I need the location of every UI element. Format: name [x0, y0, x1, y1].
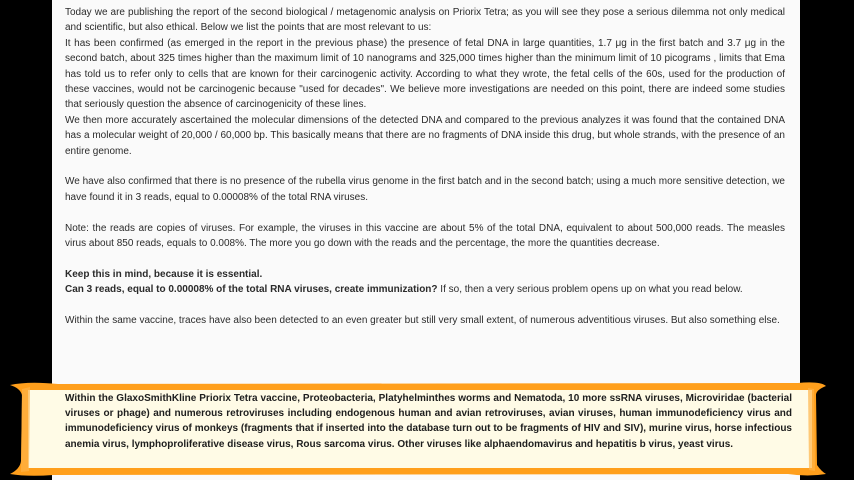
intro-paragraph: Today we are publishing the report of the second biological / metagenomic analysis on Priorix Tetra; as you will see they pose a serious dilemma not only medical and scientific, but also ethical. Below we list the points that are most relevant to us: [65, 7, 785, 34]
spacer [65, 159, 785, 174]
spacer [65, 298, 785, 313]
essential-note: Keep this in mind, because it is essential. [65, 268, 263, 280]
spacer [65, 205, 785, 220]
rubella-paragraph: We have also confirmed that there is no presence of the rubella virus genome in the first batch and in the second batch; using a much more sensitive detection, we have found it in 3 reads, equal to 0.00008% of the total RNA viruses. [65, 176, 785, 203]
molecular-weight-paragraph: We then more accurately ascertained the molecular dimensions of the detected DNA and compared to the previous analyzes it was found that the contained DNA has a molecular weight of 20,000 / 60,000 bp. This basically means that there are no fragments of DNA inside this drug, but whole strands, with the presence of an entire genome. [65, 114, 785, 157]
highlight-text: Within the GlaxoSmithKline Priorix Tetra vaccine, Proteobacteria, Platyhelminthes worms and Nematoda, 10 more ssRNA viruses, Microviridae (bacterial viruses or phage) and numerous retroviruses including endogenous human and avian retroviruses, avian viruses, human immunodeficiency virus and immunodeficiency virus of monkeys (fragments that if inserted into the database turn out to be fragments of HIV and SIV), murine virus, horse infectious anemia virus, lymphoproliferative disease virus, Rous sarcoma virus. Other viruses like alphaendomavirus and hepatitis b virus, yeast virus. [65, 393, 792, 450]
reads-note-paragraph: Note: the reads are copies of viruses. For example, the viruses in this vaccine are about 5% of the total DNA, equivalent to about 500,000 reads. The measles virus about 850 reads, equals to 0.008%. The more you go down with the reads and the percentage, the more the quantities decrease. [65, 222, 785, 250]
immunization-question-paragraph [65, 282, 785, 297]
spacer [65, 251, 785, 266]
adventitious-paragraph: Within the same vaccine, traces have also been detected to an even greater but still very small extent, of numerous adventitious viruses. But also something else. [65, 315, 780, 327]
document-body [65, 5, 785, 328]
immunization-question: Can 3 reads, equal to 0.00008% of the total RNA viruses, create immunization? [65, 284, 438, 296]
fetal-dna-paragraph: It has been confirmed (as emerged in the report in the previous phase) the presence of fetal DNA in large quantities, 1.7 μg in the first batch and 3.7 μg in the second batch, about 325 times higher than the maximum limit of 10 nanograms and 325,000 times higher than the minimum limit of 10 picograms , limits that Ema has told us to refer only to cells that are known for their carcinogenic activity. According to what they wrote, the fetal cells of the 60s, used for the production of these vaccines, would not be carcinogenic because "used for decades". We believe more investigations are needed on this point, there are indeed some studies that seriously question the absence of carcinogenicity of these lines. [65, 37, 785, 111]
highlight-callout [8, 381, 828, 477]
immunization-followup: If so, then a very serious problem opens up on what you read below. [437, 284, 743, 296]
